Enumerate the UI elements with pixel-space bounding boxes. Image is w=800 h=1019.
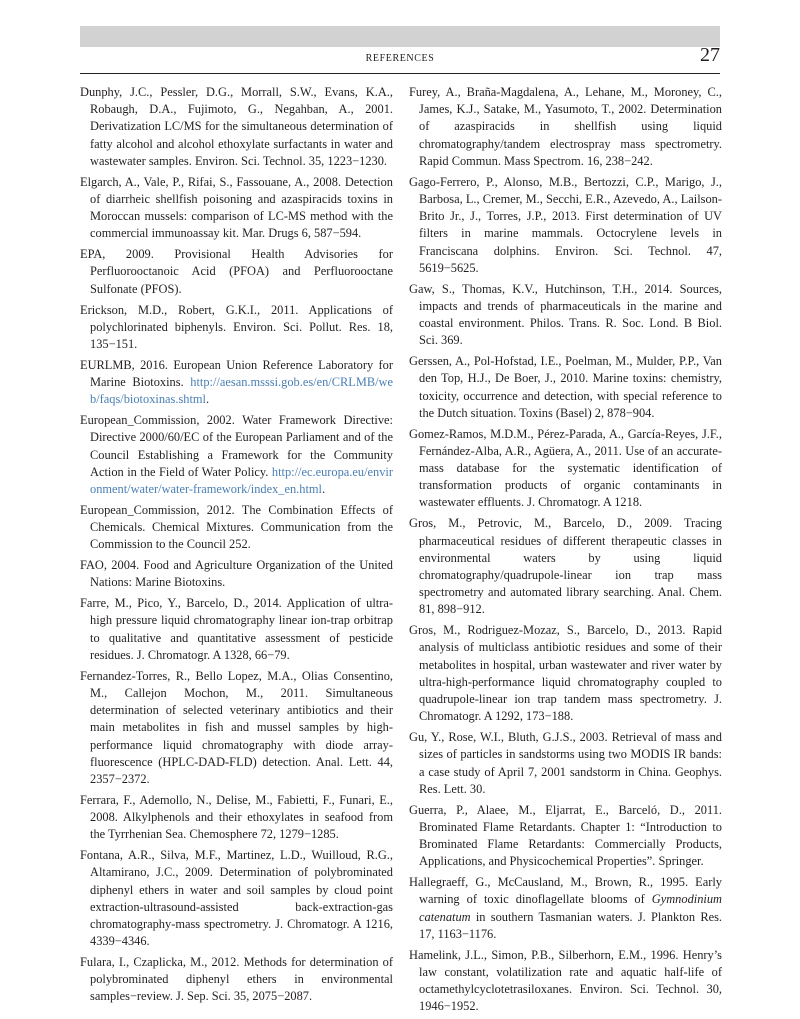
reference-text-tail: . <box>322 481 326 496</box>
reference-entry <box>80 792 393 844</box>
reference-text: Ferrara, F., Ademollo, N., Delise, M., Fabietti, F., Funari, E., 2008. Alkylphenols and their ethoxylates in seafood from the Tyrrhenian Sea. Chemosphere 72, 1279−1285. <box>80 792 393 842</box>
header-bar <box>80 26 720 47</box>
reference-text: Gago-Ferrero, P., Alonso, M.B., Bertozzi, C.P., Marigo, J., Barbosa, L., Cremer, M., Secchi, E.R., Azevedo, A., Lailson-Brito Jr., J., Torres, J.P., 2013. First determination of UV filters in marine mammals. Octocrylene levels in Franciscana dolphins. Environ. Sci. Technol. 47, 5619−5625. <box>409 174 722 275</box>
reference-text: Gaw, S., Thomas, K.V., Hutchinson, T.H., 2014. Sources, impacts and trends of pharmaceuticals in the marine and coastal environment. Philos. Trans. R. Soc. Lond. B Biol. Sci. 369. <box>409 281 722 348</box>
reference-link[interactable]: http://ec.europa.eu/environment/water/water-framework/index_en.html <box>90 464 393 496</box>
reference-entry <box>409 947 722 1016</box>
reference-text: FAO, 2004. Food and Agriculture Organization of the United Nations: Marine Biotoxins. <box>80 558 393 590</box>
reference-text: Gerssen, A., Pol-Hofstad, I.E., Poelman, M., Mulder, P.P., Van den Top, H.J., De Boer, J., 2010. Marine toxins: chemistry, toxicity, occurrence and detection, with special reference to the Dutch situation. Toxins (Basel) 2, 878−904. <box>409 354 722 420</box>
reference-text: Dunphy, J.C., Pessler, D.G., Morrall, S.W., Evans, K.A., Robaugh, D.A., Fujimoto, G., Negahban, A., 2001. Derivatization LC/MS for the simultaneous determination of fatty alcohol and alcohol ethoxylate surfactants in water and wastewater samples. Environ. Sci. Technol. 35, 1223−1230. <box>80 85 393 168</box>
running-title: REFERENCES <box>365 53 435 64</box>
reference-entry <box>409 174 722 277</box>
reference-entry <box>80 412 393 498</box>
reference-entry <box>409 874 722 943</box>
reference-text: Elgarch, A., Vale, P., Rifai, S., Fassouane, A., 2008. Detection of diarrheic shellfish poisoning and azaspiracids toxins in Moroccan mussels: comparison of LC-MS method with the commercial immunoassay kit. Mar. Drugs 6, 587−594. <box>80 174 393 241</box>
reference-text: Guerra, P., Alaee, M., Eljarrat, E., Barceló, D., 2011. Brominated Flame Retardants. Chapter 1: “Introduction to Brominated Flame Retardants: Commercially Products, Applications, and Physicochemical Properties”. Springer. <box>409 802 722 869</box>
reference-text: Erickson, M.D., Robert, G.K.I., 2011. Applications of polychlorinated biphenyls. Environ. Sci. Pollut. Res. 18, 135−151. <box>80 302 393 351</box>
reference-entry <box>409 729 722 798</box>
reference-text: Gros, M., Petrovic, M., Barcelo, D., 2009. Tracing pharmaceutical residues of different therapeutic classes in environmental waters by using liquid chromatography/quadrupole-linear ion trap mass spectrometry and automated library searching. Anal. Chem. 81, 898−912. <box>409 516 722 617</box>
reference-text: EPA, 2009. Provisional Health Advisories for Perfluorooctanoic Acid (PFOA) and Perfluorooctane Sulfonate (PFOS). <box>80 247 393 296</box>
reference-link[interactable]: http://aesan.msssi.gob.es/en/CRLMB/web/faqs/biotoxinas.shtml <box>90 375 393 407</box>
reference-entry <box>409 84 722 170</box>
reference-entry <box>80 847 393 950</box>
reference-entry <box>80 557 393 591</box>
reference-text: Fulara, I., Czaplicka, M., 2012. Methods for determination of polybrominated diphenyl ethers in environmental samples−review. J. Sep. Sci. 35, 2075−2087. <box>80 955 393 1004</box>
reference-entry <box>80 954 393 1006</box>
reference-text-tail: in southern Tasmanian waters. J. Plankton Res. 17, 1163−1176. <box>419 909 722 941</box>
references-left-column <box>80 84 393 1009</box>
reference-text: Gros, M., Rodriguez-Mozaz, S., Barcelo, D., 2013. Rapid analysis of multiclass antibiotic residues and some of their metabolites in hospital, urban wastewater and river water by ultra-high-performance liquid chromatography coupled to quadrupole-linear ion trap tandem mass spectrometry. J. Chromatogr. A 1292, 173−188. <box>409 623 722 724</box>
reference-text: Farre, M., Pico, Y., Barcelo, D., 2014. Application of ultra-high pressure liquid chromatography linear ion-trap orbitrap to qualitative and quantitative assessment of pesticide residues. J. Chromatogr. A 1328, 66−79. <box>80 596 393 662</box>
reference-text: European_Commission, 2002. Water Framework Directive: Directive 2000/60/EC of the European Parliament and of the Council Establishing a Framework for the Community Action in the Field of Water Policy. <box>80 413 393 479</box>
reference-text: Hallegraeff, G., McCausland, M., Brown, R., 1995. Early warning of toxic dinoflagellate blooms of <box>409 875 722 907</box>
reference-entry <box>80 84 393 170</box>
reference-entry <box>409 281 722 350</box>
reference-entry <box>409 515 722 618</box>
references-right-column <box>409 84 722 1019</box>
reference-entry <box>409 426 722 512</box>
reference-entry <box>80 668 393 788</box>
reference-entry <box>80 595 393 664</box>
reference-entry <box>409 353 722 422</box>
reference-entry <box>409 802 722 871</box>
species-name: Gymnodinium catenatum <box>419 892 722 924</box>
reference-entry <box>80 246 393 298</box>
header-rule <box>80 73 720 74</box>
page-number: 27 <box>700 44 720 66</box>
reference-text: Hamelink, J.L., Simon, P.B., Silberhorn, E.M., 1996. Henry’s law constant, volatilization rate and aquatic half-life of octamethylcyclotetrasiloxanes. Environ. Sci. Technol. 30, 1946−1952. <box>409 947 722 1014</box>
reference-entry <box>80 502 393 554</box>
reference-text: Gomez-Ramos, M.D.M., Pérez-Parada, A., García-Reyes, J.F., Fernández-Alba, A.R., Agüera, A., 2011. Use of an accurate-mass database for the systematic identification of transformation products of organic contaminants in wastewater effluents. J. Chromatogr. A 1218. <box>409 426 722 510</box>
reference-text: EURLMB, 2016. European Union Reference Laboratory for Marine Biotoxins. <box>80 357 393 389</box>
reference-text: Fernandez-Torres, R., Bello Lopez, M.A., Olias Consentino, M., Callejon Mochon, M., 2011. Simultaneous determination of selected veterinary antibiotics and their main metabolites in fish and mussel samples by high-performance liquid chromatography with diode array-fluorescence (HPLC-DAD-FLD) detection. Anal. Lett. 44, 2357−2372. <box>80 668 393 786</box>
reference-text: Gu, Y., Rose, W.I., Bluth, G.J.S., 2003. Retrieval of mass and sizes of particles in sandstorms using two MODIS IR bands: a case study of April 7, 2001 sandstorm in China. Geophys. Res. Lett. 30. <box>409 730 722 796</box>
reference-text: European_Commission, 2012. The Combination Effects of Chemicals. Chemical Mixtures. Communication from the Commission to the Council 252. <box>80 502 393 552</box>
reference-text-tail: . <box>206 392 210 407</box>
reference-entry <box>80 302 393 354</box>
reference-text: Furey, A., Braña-Magdalena, A., Lehane, M., Moroney, C., James, K.J., Satake, M., Yasumoto, T., 2002. Determination of azaspiracids in shellfish using liquid chromatography/tandem electrospray mass spectrometry. Rapid Commun. Mass Spectrom. 16, 238−242. <box>409 85 722 168</box>
reference-text: Fontana, A.R., Silva, M.F., Martinez, L.D., Wuilloud, R.G., Altamirano, J.C., 2009. Determination of polybrominated diphenyl ethers in water and soil samples by cloud point extraction-ultrasound-assisted back-extraction-gas chromatography-mass spectrometry. J. Chromatogr. A 1216, 4339−4346. <box>80 848 393 949</box>
reference-entry <box>80 174 393 243</box>
reference-entry <box>409 622 722 725</box>
reference-entry <box>80 357 393 409</box>
